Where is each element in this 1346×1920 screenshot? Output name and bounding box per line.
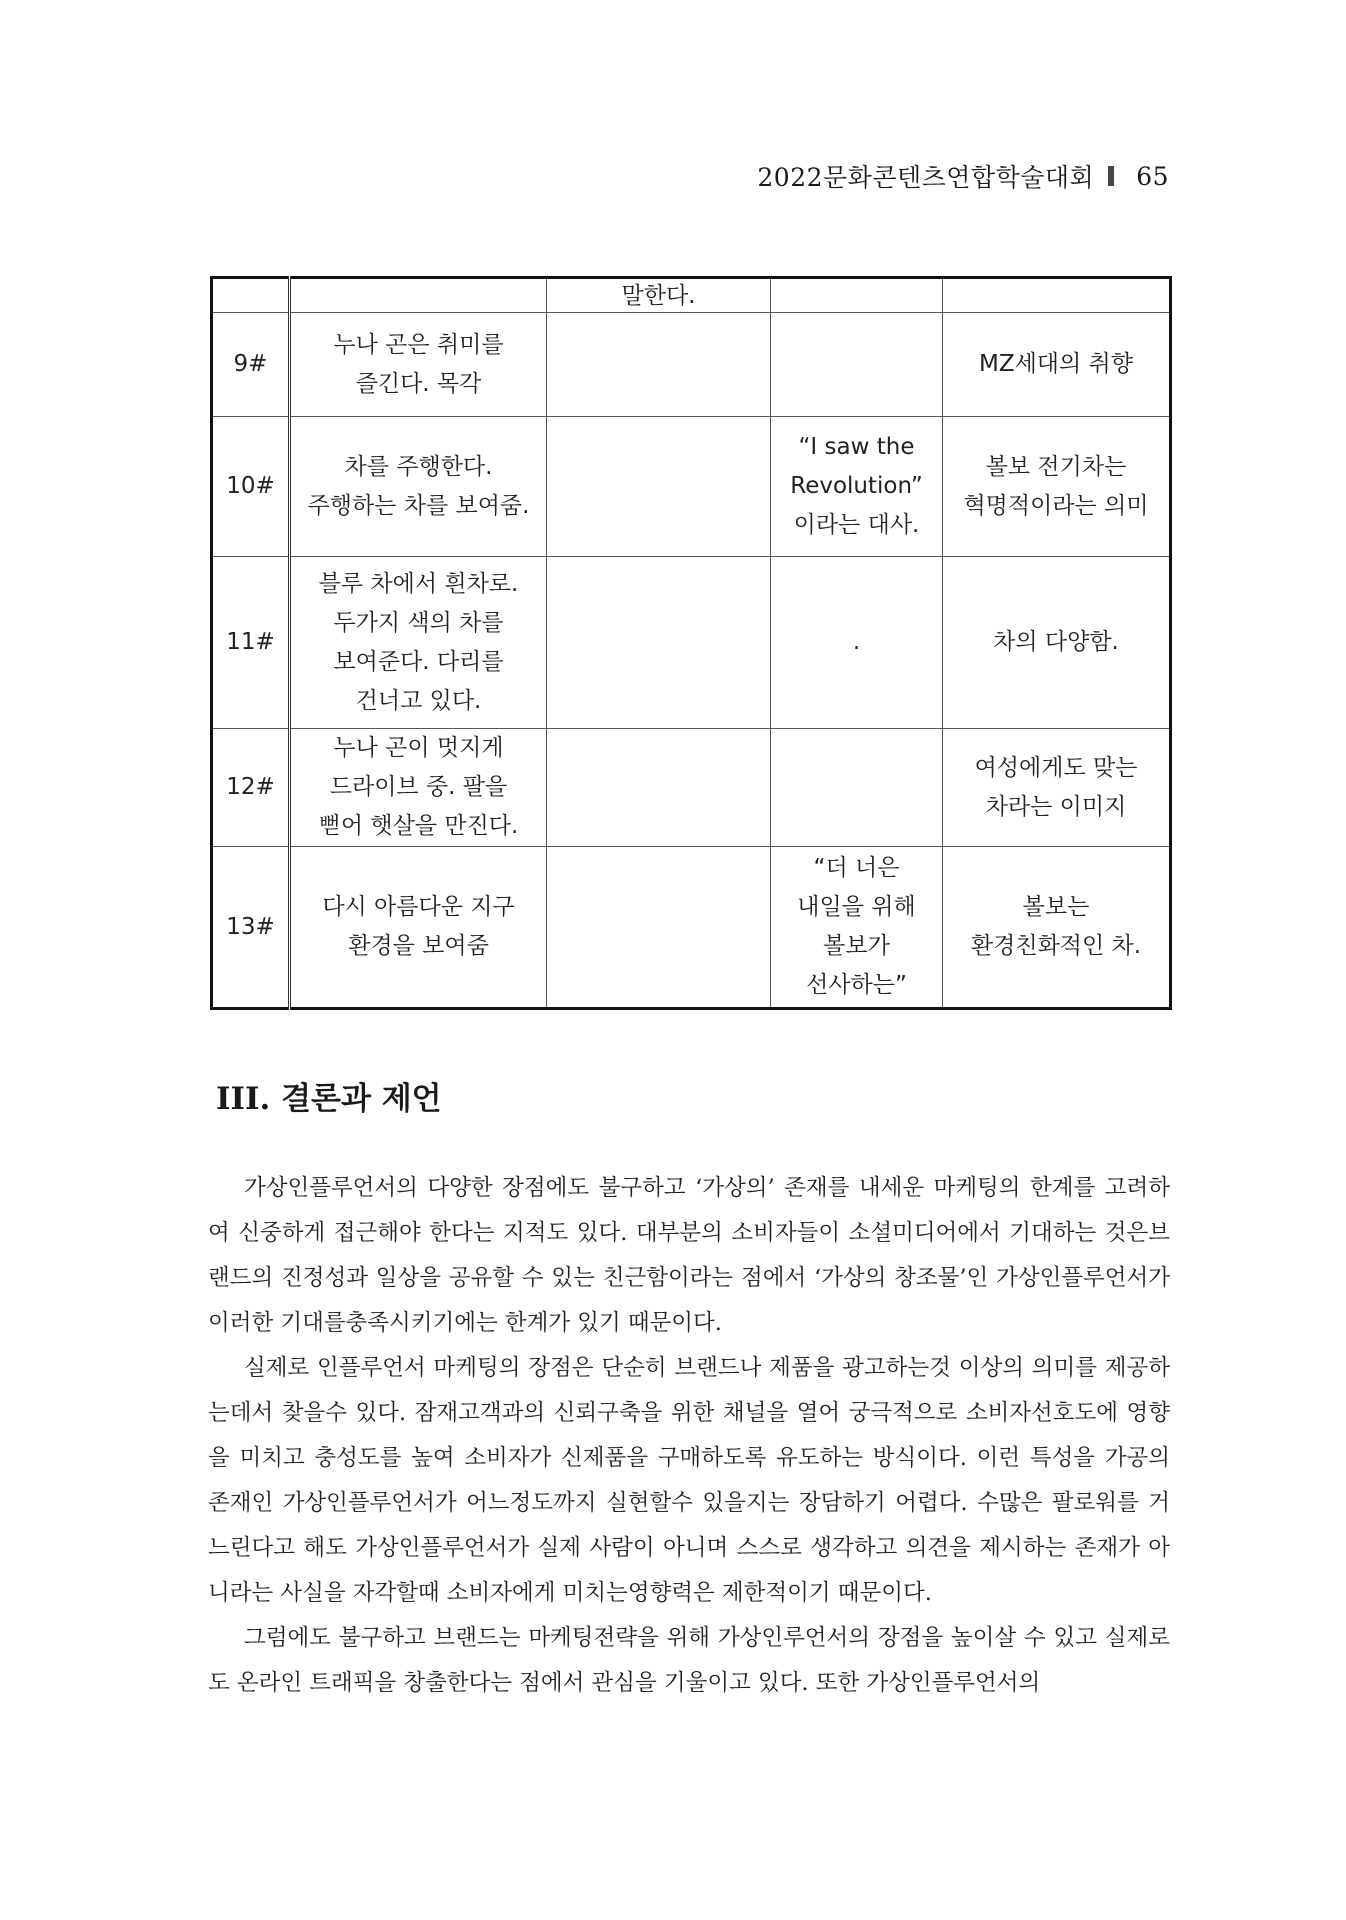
dialogue-cell: [771, 313, 943, 417]
cell-line: “I saw the: [798, 434, 915, 460]
dialogue-cell: [771, 278, 943, 313]
scene-number-cell: 12#: [212, 729, 290, 847]
scene-analysis-table: [210, 276, 1172, 1010]
meaning-cell: [943, 729, 1171, 847]
cell-line: 즐긴다. 목각: [355, 370, 482, 397]
cell-line: 혁명적이라는 의미: [963, 492, 1149, 519]
cell-line: 차라는 이미지: [985, 793, 1127, 820]
meaning-cell: [943, 417, 1171, 557]
cell-line: 볼보는: [1022, 894, 1090, 920]
table-row: [212, 729, 1171, 847]
cell-line: 다시 아름다운 지구: [322, 894, 515, 920]
description-cell: [290, 417, 547, 557]
extra-cell: [547, 729, 771, 847]
header-separator-bar: [1108, 166, 1114, 186]
cell-line: 보여준다. 다리를: [333, 648, 504, 675]
conference-title: 2022문화콘텐츠연합학술대회: [757, 163, 1095, 192]
description-cell: [290, 729, 547, 847]
extra-cell: [547, 417, 771, 557]
cell-line: Revolution”: [790, 473, 923, 499]
scene-number-cell: 11#: [212, 557, 290, 729]
meaning-cell: [943, 557, 1171, 729]
dialogue-cell: [771, 729, 943, 847]
cell-line: 주행하는 차를 보여줌.: [307, 492, 530, 519]
table-body: [212, 278, 1171, 1009]
cell-line: 내일을 위해: [797, 894, 916, 920]
cell-line: 선사하는”: [806, 972, 907, 998]
cell-line: 블루 차에서 흰차로.: [318, 570, 519, 597]
extra-cell: [547, 847, 771, 1009]
scene-number-cell: 9#: [212, 313, 290, 417]
paragraph-2: 실제로 인플루언서 마케팅의 장점은 단순히 브랜드나 제품을 광고하는것 이상의 의미를 제공하는데서 찾을수 있다. 잠재고객과의 신뢰구축을 위한 채널을 열어 궁극적으로 소비자선호도에 영향을 미치고 충성도를 높여 소비자가 신제품을 구매하도록 유도하는 방식이다. 이런 특성을 가공의 존재인 가상인플루언서가 어느정도까지 실현할수 있을지는 장담하기 어렵다. 수많은 팔로워를 거느린다고 해도 가상인플루언서가 실제 사람이 아니며 스스로 생각하고 의견을 제시하는 존재가 아니라는 사실을 자각할때 소비자에게 미치는영향력은 제한적이기 때문이다.: [208, 1355, 1170, 1606]
section-heading: III. 결론과 제언: [216, 1081, 442, 1117]
dialogue-cell: [771, 847, 943, 1009]
cell-line: 누나 곤이 멋지게: [333, 735, 504, 761]
cell-line: 이라는 대사.: [793, 512, 920, 538]
table-row: [212, 417, 1171, 557]
dialogue-cell: [771, 557, 943, 729]
cell-line: MZ세대의 취향: [978, 351, 1133, 377]
cell-line: 볼보 전기차는: [985, 453, 1127, 480]
table-row: [212, 847, 1171, 1009]
cell-line: 여성에게도 맞는: [974, 754, 1138, 781]
cell-line: 말한다.: [621, 282, 696, 309]
paragraph-1: 가상인플루언서의 다양한 장점에도 불구하고 ‘가상의’ 존재를 내세운 마케팅의 한계를 고려하여 신중하게 접근해야 한다는 지적도 있다. 대부분의 소비자들이 소셜미디어에서 기대하는 것은브 랜드의 진정성과 일상을 공유할 수 있는 친근함이라는 점에서 ‘가상의 창조물’인 가상인플루언서가 이러한 기대를충족시키기에는 한계가 있기 때문이다.: [208, 1175, 1170, 1336]
meaning-cell: [943, 313, 1171, 417]
description-cell: [290, 847, 547, 1009]
cell-line: 누나 곤은 취미를: [333, 331, 504, 358]
page-header: [757, 158, 1169, 194]
cell-line: 볼보가: [823, 933, 890, 959]
cell-line: “더 너은: [813, 855, 900, 881]
page-number: 65: [1136, 161, 1169, 191]
section-body: [208, 1166, 1170, 1706]
description-cell: [290, 557, 547, 729]
cell-line: 뻗어 햇살을 만진다.: [318, 813, 519, 839]
cell-line: 두가지 색의 차를: [333, 609, 504, 636]
table-row: [212, 557, 1171, 729]
scene-number-cell: 10#: [212, 417, 290, 557]
cell-line: 환경을 보여줌: [348, 933, 489, 959]
description-cell: [290, 278, 547, 313]
cell-line: 차를 주행한다.: [344, 453, 493, 480]
extra-cell: [547, 313, 771, 417]
extra-cell: [547, 278, 771, 313]
dialogue-cell: [771, 417, 943, 557]
meaning-cell: [943, 847, 1171, 1009]
scene-number-cell: [212, 278, 290, 313]
description-cell: [290, 313, 547, 417]
cell-line: 차의 다양함.: [993, 629, 1119, 655]
cell-line: 드라이브 중. 팔을: [329, 774, 508, 800]
table-row: [212, 278, 1171, 313]
cell-line: 건너고 있다.: [355, 687, 482, 714]
extra-cell: [547, 557, 771, 729]
paragraph-3: 그럼에도 불구하고 브랜드는 마케팅전략을 위해 가상인루언서의 장점을 높이살 수 있고 실제로도 온라인 트래픽을 창출한다는 점에서 관심을 기울이고 있다. 또한 가상인플루언서의: [208, 1625, 1170, 1696]
table-row: [212, 313, 1171, 417]
cell-line: 환경친화적인 차.: [970, 933, 1142, 959]
scene-number-cell: 13#: [212, 847, 290, 1009]
meaning-cell: [943, 278, 1171, 313]
cell-line: .: [852, 629, 861, 655]
